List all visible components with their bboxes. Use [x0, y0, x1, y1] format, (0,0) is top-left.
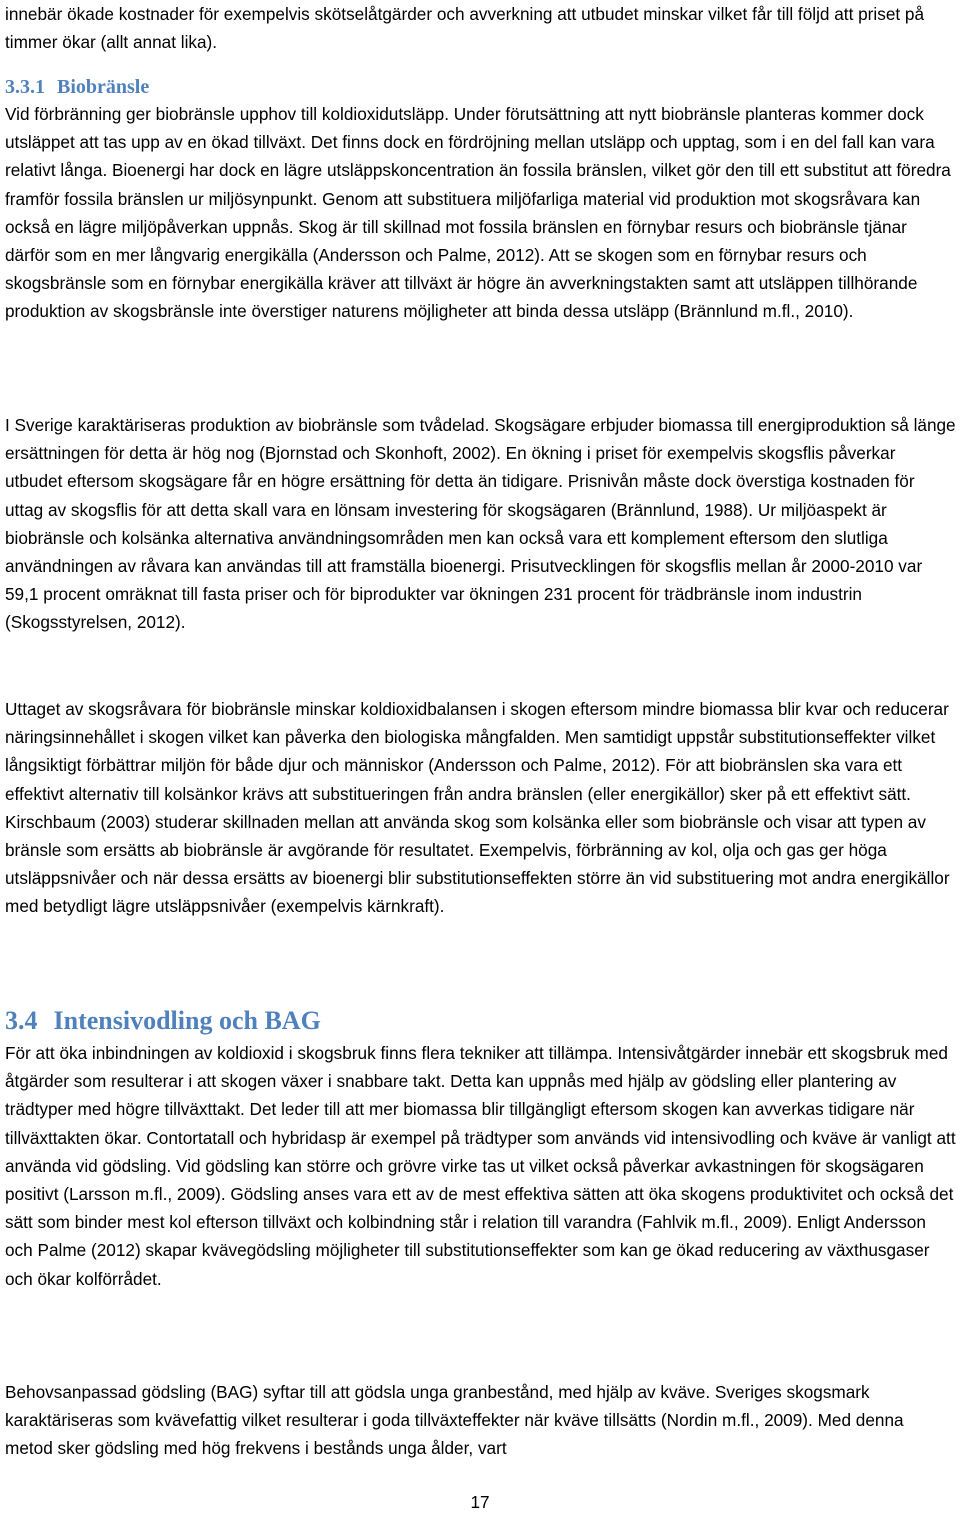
paragraph: I Sverige karaktäriseras produktion av biobränsle som tvådelad. Skogsägare erbjuder biomassa till energiproduktion så länge ersättningen för detta är hög nog (Bjornstad och Skonhoft, 2002). En ökning i priset för exempelvis skogsflis påverkar utbudet eftersom skogsägare får en högre ersättning för detta än tidigare. Prisnivån måste dock överstiga kostnaden för uttag av skogsflis för att detta skall vara en lönsam investering för skogsägaren (Brännlund, 1988). Ur miljöaspekt är biobränsle och kolsänka alternativa användningsområden men kan också vara ett komplement eftersom den slutliga användningen av råvara kan användas till att framställa bioenergi. Prisutvecklingen för skogsflis mellan år 2000-2010 var 59,1 procent omräknat till fasta priser och för biprodukter var ökningen 231 procent för trädbränsle inom industrin (Skogsstyrelsen, 2012). [5, 415, 956, 633]
paragraph: För att öka inbindningen av koldioxid i skogsbruk finns flera tekniker att tillämpa. Intensivåtgärder innebär ett skogsbruk med åtgärder som resulterar i att skogen växer i snabbare takt. Detta kan uppnås med hjälp av gödsling eller plantering av trädtyper med högre tillväxttakt. Det leder till att mer biomassa blir tillgängligt eftersom skogen kan avverkas tidigare när tillväxttakten ökar. Contortatall och hybridasp är exempel på trädtyper som används vid intensivodling och kväve är vanligt att använda vid gödsling. Vid gödsling kan större och grövre virke tas ut vilket också påverkar avkastningen för skogsägaren positivt (Larsson m.fl., 2009). Gödsling anses vara ett av de mest effektiva sätten att öka skogens produktivitet och också det sätt som binder mest kol efterson tillväxt och kolbindning står i relation till varandra (Fahlvik m.fl., 2009). Enligt Andersson och Palme (2012) skapar kvävegödsling möjligheter till substitutionseffekter som kan ge ökad reducering av växthusgaser och ökar kolförrådet. [5, 1043, 956, 1289]
page-number: 17 [470, 1492, 490, 1512]
paragraph: Vid förbränning ger biobränsle upphov till koldioxidutsläpp. Under förutsättning att nytt biobränsle planteras kommer dock utsläppet att tas upp av en ökad tillväxt. Det finns dock en fördröjning mellan utsläpp och upptag, som i en del fall kan vara relativt långa. Bioenergi har dock en lägre utsläppskoncentration än fossila bränslen, vilket gör den till ett substitut att föredra framför fossila bränslen ur miljösynpunkt. Genom att substituera miljöfarliga material vid produktion mot skogsråvara kan också en lägre miljöpåverkan uppnås. Skog är till skillnad mot fossila bränslen en förnybar resurs och biobränsle tjänar därför som en mer långvarig energikälla (Andersson och Palme, 2012). Att se skogen som en förnybar resurs och skogsbränsle som en förnybar energikälla kräver att tillväxt är högre än avverkningstakten samt att utsläppen tillhörande produktion av skogsbränsle inte överstiger naturens möjligheter att binda dessa utsläpp (Brännlund m.fl., 2010). [5, 104, 951, 322]
section-title: Biobränsle [57, 76, 150, 98]
section-heading-3-4 [5, 1005, 956, 1037]
paragraph: Behovsanpassad gödsling (BAG) syftar till att gödsla unga granbestånd, med hjälp av kväve. Sveriges skogsmark karaktäriseras som kvävefattig vilket resulterar i goda tillväxteffekter när kväve tillsätts (Nordin m.fl., 2009). Med denna metod sker gödsling med hög frekvens i bestånds unga ålder, vart [5, 1382, 904, 1459]
paragraph: Uttaget av skogsråvara för biobränsle minskar koldioxidbalansen i skogen eftersom mindre biomassa blir kvar och reducerar näringsinnehållet i skogen vilket kan påverka den biologiska mångfalden. Men samtidigt uppstår substitutionseffekter vilket långsiktigt förbättrar miljön för både djur och människor (Andersson och Palme, 2012). För att biobränslen ska vara ett effektivt alternativ till kolsänkor krävs att substitueringen från andra bränslen (eller energikällor) sker på ett effektivt sätt. Kirschbaum (2003) studerar skillnaden mellan att använda skog som kolsänka eller som biobränsle och visar att typen av bränsle som ersätts ab biobränsle är avgörande för resultatet. Exempelvis, förbränning av kol, olja och gas ger höga utsläppsnivåer och när dessa ersätts av bioenergi blir substitutionseffekten större än vid substituering mot andra energikällor med betydligt lägre utsläppsnivåer (exempelvis kärnkraft). [5, 699, 950, 917]
section-title: Intensivodling och BAG [53, 1006, 321, 1035]
section-number: 3.3.1 [5, 76, 45, 98]
section-number: 3.4 [5, 1006, 38, 1035]
intro-paragraph: innebär ökade kostnader för exempelvis skötselåtgärder och avverkning att utbudet minskar vilket får till följd att priset på timmer ökar (allt annat lika). [5, 4, 925, 53]
